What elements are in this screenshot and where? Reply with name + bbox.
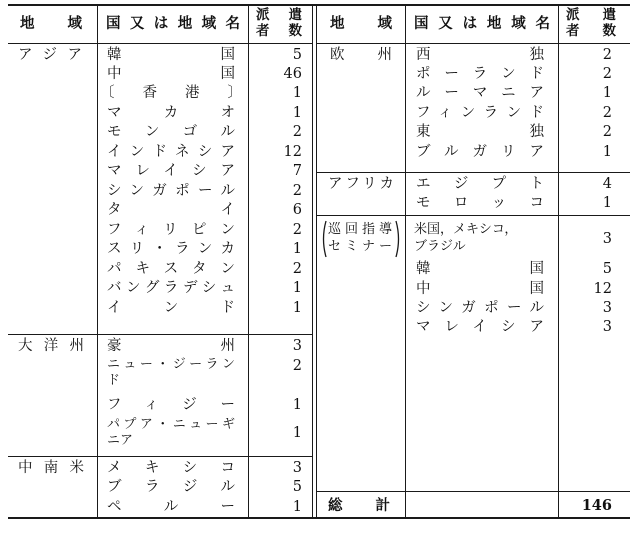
dispatch-count: 1 <box>292 300 302 316</box>
dispatch-count: 2 <box>602 124 612 140</box>
header-dispatch-top-left: 派 遣 <box>256 7 302 23</box>
country-name: シンガポール <box>107 183 235 199</box>
dispatch-count: 46 <box>283 66 302 82</box>
country-name: 中国 <box>416 281 544 297</box>
country-name: バングラデシュ <box>107 280 235 296</box>
header-rule-right <box>317 43 630 44</box>
total-rule <box>317 491 630 492</box>
country-name-line1: 米国，メキシコ， <box>414 222 518 237</box>
country-name: モロッコ <box>416 195 544 211</box>
country-name: ペルー <box>107 499 235 515</box>
country-name: スリ・ランカ <box>107 241 235 257</box>
region-africa: アフリカ <box>328 176 394 192</box>
country-name: フィンランド <box>416 105 544 121</box>
dispatch-count: 12 <box>593 281 612 297</box>
header-country-left: 国又は地域名 <box>106 15 240 32</box>
dispatch-count: 1 <box>602 85 612 101</box>
table-top-rule <box>8 4 630 6</box>
dispatch-count: 6 <box>292 202 302 218</box>
country-name-line2: ニア <box>107 433 134 448</box>
right-count-divider <box>558 5 559 518</box>
country-name: ポーランド <box>416 66 544 82</box>
dispatch-count: 3 <box>292 460 302 476</box>
country-name: エジプト <box>416 176 544 192</box>
header-region-right: 地 域 <box>330 15 392 32</box>
dispatch-count: 4 <box>602 176 612 192</box>
country-name: マレイシア <box>107 163 235 179</box>
country-name: インド <box>107 300 235 316</box>
asia-oceania-rule <box>8 334 312 335</box>
dispatch-count: 5 <box>292 47 302 63</box>
country-name: ブルガリア <box>416 144 544 160</box>
country-name: フィリピン <box>107 222 235 238</box>
dispatch-count: 3 <box>602 300 612 316</box>
region-latam: 中南米 <box>18 460 84 476</box>
country-name: 〔香港〕 <box>100 85 242 101</box>
region-seminar-line2: セミナー <box>328 239 392 254</box>
dispatch-count: 5 <box>292 479 302 495</box>
center-double-rule-a <box>312 5 313 518</box>
left-region-divider <box>97 5 98 518</box>
dispatch-count: 2 <box>602 47 612 63</box>
country-name-line1: ニュー・ジーラン <box>107 357 235 372</box>
header-region-left: 地 域 <box>20 15 82 32</box>
country-name: マカオ <box>107 105 235 121</box>
right-region-divider <box>405 5 406 518</box>
country-name: モンゴル <box>107 124 235 140</box>
header-dispatch-bottom-right: 者 数 <box>566 23 616 39</box>
africa-seminar-rule <box>317 215 630 216</box>
dispatch-count: 1 <box>292 397 302 413</box>
europe-africa-rule <box>317 172 630 173</box>
country-name: パキスタン <box>107 261 235 277</box>
country-name: 豪州 <box>107 338 235 354</box>
country-name: 韓国 <box>107 47 235 63</box>
region-europe: 欧州 <box>330 47 392 63</box>
country-name: ブラジル <box>107 479 235 495</box>
dispatch-count: 7 <box>292 163 302 179</box>
dispatch-count: 3 <box>602 319 612 335</box>
dispatch-count: 1 <box>292 280 302 296</box>
oceania-latam-rule <box>8 456 312 457</box>
country-name: インドネシア <box>107 144 235 160</box>
dispatch-count: 12 <box>283 144 302 160</box>
dispatch-count: 2 <box>292 222 302 238</box>
country-name: 韓国 <box>416 261 544 277</box>
dispatch-count: 2 <box>292 183 302 199</box>
total-count: 146 <box>581 497 612 514</box>
dispatch-count: 2 <box>292 124 302 140</box>
dispatch-count: 2 <box>602 105 612 121</box>
dispatch-count: 1 <box>602 144 612 160</box>
dispatch-count: 2 <box>602 66 612 82</box>
header-dispatch-top-right: 派 遣 <box>566 7 616 23</box>
header-country-right: 国又は地域名 <box>414 15 550 32</box>
country-name-line2: ブラジル <box>414 239 466 254</box>
dispatch-count: 2 <box>292 261 302 277</box>
total-label: 総計 <box>328 497 390 514</box>
country-name: メキシコ <box>107 460 235 476</box>
region-seminar-line1: 巡回指導 <box>328 222 392 237</box>
region-oceania: 大洋州 <box>18 338 84 354</box>
header-rule-left <box>8 43 312 44</box>
country-name: 東独 <box>416 124 544 140</box>
table-bottom-rule <box>8 517 630 519</box>
center-double-rule-b <box>316 5 317 518</box>
country-name-line1: パプア・ニューギ <box>107 417 235 432</box>
country-name: 西独 <box>416 47 544 63</box>
country-name: マレイシア <box>416 319 544 335</box>
country-name: ルーマニア <box>416 85 544 101</box>
dispatch-count: 1 <box>292 105 302 121</box>
dispatch-count: 3 <box>292 338 302 354</box>
country-name: シンガポール <box>416 300 544 316</box>
dispatch-count: 1 <box>292 241 302 257</box>
dispatch-count: 5 <box>602 261 612 277</box>
dispatch-count: 3 <box>602 231 612 247</box>
header-dispatch-bottom-left: 者 数 <box>256 23 302 39</box>
left-count-divider <box>248 5 249 518</box>
dispatch-count: 1 <box>292 85 302 101</box>
country-name: フィジー <box>107 397 235 413</box>
country-name: タイ <box>107 202 235 218</box>
dispatch-count: 2 <box>292 358 302 374</box>
dispatch-count: 1 <box>292 425 302 441</box>
country-name-line2: ド <box>107 373 121 388</box>
region-asia: アジア <box>18 47 82 63</box>
dispatch-count: 1 <box>292 499 302 515</box>
country-name: 中国 <box>107 66 235 82</box>
dispatch-count: 1 <box>602 195 612 211</box>
